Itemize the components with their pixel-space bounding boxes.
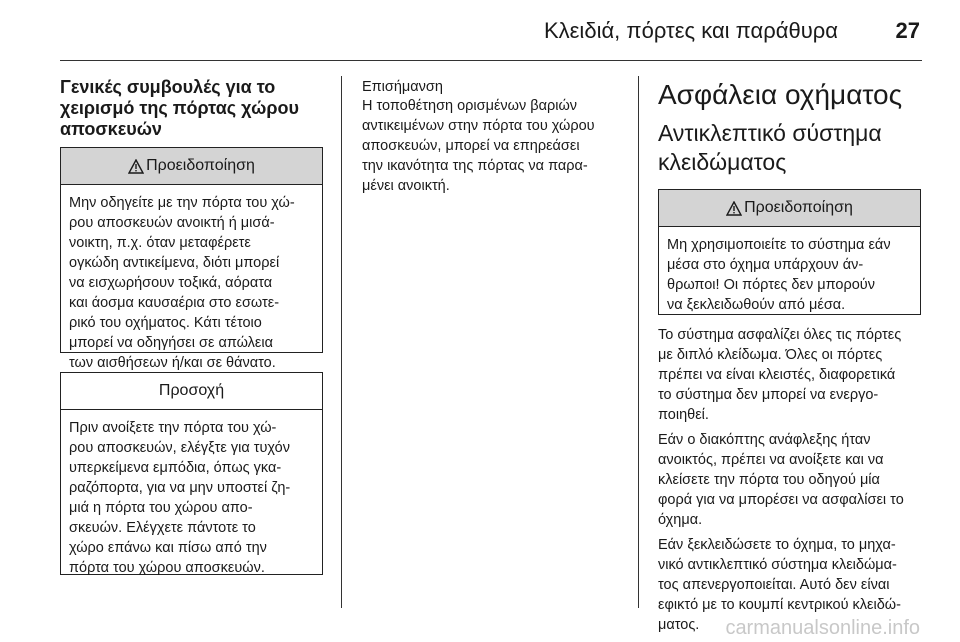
caution-line: υπερκείμενα εμπόδια, όπως γκα- bbox=[69, 460, 282, 476]
warning-line: μπορεί να οδηγήσει σε απώλεια bbox=[69, 335, 274, 351]
section-heading-tailgate bbox=[60, 77, 323, 140]
note-label: Επισήμανση bbox=[362, 79, 443, 95]
subtitle-line: Αντικλεπτικό σύστημα bbox=[658, 120, 882, 146]
caution-box-title: Προσοχή bbox=[158, 382, 225, 399]
paragraph-double-lock bbox=[658, 325, 926, 425]
running-header-title: Κλειδιά, πόρτες και παράθυρα bbox=[543, 18, 838, 43]
caution-box-body bbox=[61, 410, 322, 588]
paragraph-line: κλείσετε την πόρτα του οδηγού μία bbox=[658, 472, 880, 488]
heading-line: αποσκευών bbox=[60, 119, 162, 139]
warning-line: ογκώδη αντικείμενα, διότι μπορεί bbox=[69, 255, 280, 271]
right-column bbox=[658, 78, 926, 640]
paragraph-line: το σύστημα δεν μπορεί να ενεργο- bbox=[658, 387, 879, 403]
warning-box-title: Προειδοποίηση bbox=[744, 199, 853, 216]
column-divider-right bbox=[638, 76, 639, 608]
warning-line: ρου αποσκευών ανοικτή ή μισά- bbox=[69, 215, 275, 231]
note-line: αποσκευών, μπορεί να επηρεάσει bbox=[362, 138, 580, 154]
page-number: 27 bbox=[895, 18, 920, 43]
paragraph-ignition bbox=[658, 430, 926, 530]
warning-triangle-icon bbox=[128, 159, 144, 174]
paragraph-line: Το σύστημα ασφαλίζει όλες τις πόρτες bbox=[658, 327, 902, 343]
paragraph-line: όχημα. bbox=[658, 512, 703, 528]
caution-line: Πριν ανοίξετε την πόρτα του χώ- bbox=[69, 420, 277, 436]
note-line: την ικανότητα της πόρτας να παρα- bbox=[362, 158, 588, 174]
warning-line: να ξεκλειδωθούν από μέσα. bbox=[667, 297, 846, 313]
warning-box-anti-theft bbox=[658, 189, 921, 315]
note-line: Η τοποθέτηση ορισμένων βαριών bbox=[362, 98, 578, 114]
paragraph-line: ανοικτός, πρέπει να ανοίξετε και να bbox=[658, 452, 884, 468]
warning-line: και άοσμα καυσαέρια στο εσωτε- bbox=[69, 295, 280, 311]
paragraph-line: τος απενεργοποιείται. Αυτό δεν είναι bbox=[658, 577, 890, 593]
paragraph-line: νικό αντικλεπτικό σύστημα κλειδώμα- bbox=[658, 557, 897, 573]
paragraph-line: εφικτό με το κουμπί κεντρικού κλειδώ- bbox=[658, 597, 901, 613]
warning-box-body bbox=[61, 185, 322, 383]
caution-line: χώρο επάνω και πίσω από την bbox=[69, 540, 267, 556]
header-rule bbox=[60, 60, 922, 61]
warning-line: να εισχωρήσουν τοξικά, αόρατα bbox=[69, 275, 273, 291]
paragraph-line: Εάν ξεκλειδώσετε το όχημα, το μηχα- bbox=[658, 537, 896, 553]
note-line: αντικειμένων στην πόρτα του χώρου bbox=[362, 118, 595, 134]
caution-line: μιά η πόρτα του χώρου απο- bbox=[69, 500, 253, 516]
warning-line: ρικό του οχήματος. Κάτι τέτοιο bbox=[69, 315, 262, 331]
warning-line: θρωποι! Οι πόρτες δεν μπορούν bbox=[667, 277, 875, 293]
warning-triangle-icon bbox=[726, 201, 742, 216]
middle-column bbox=[362, 78, 626, 201]
paragraph-line: ματος. bbox=[658, 617, 700, 633]
section-title-vehicle-security: Ασφάλεια οχήματος bbox=[658, 79, 903, 110]
paragraph-line: ποιηθεί. bbox=[658, 407, 709, 423]
column-divider-left bbox=[341, 76, 342, 608]
warning-box-body bbox=[659, 227, 920, 325]
warning-line: νοικτη, π.χ. όταν μεταφέρετε bbox=[69, 235, 251, 251]
warning-line: Μη χρησιμοποιείτε το σύστημα εάν bbox=[667, 237, 891, 253]
caution-line: ρου αποσκευών, ελέγξτε για τυχόν bbox=[69, 440, 290, 456]
caution-box-tailgate bbox=[60, 372, 323, 575]
note-text bbox=[362, 96, 626, 196]
warning-box-header bbox=[659, 190, 920, 227]
subtitle-line: κλειδώματος bbox=[658, 149, 787, 175]
caution-line: σκευών. Ελέγχετε πάντοτε το bbox=[69, 520, 256, 536]
warning-box-title: Προειδοποίηση bbox=[146, 157, 255, 174]
heading-line: χειρισμό της πόρτας χώρου bbox=[60, 98, 299, 118]
warning-line: μέσα στο όχημα υπάρχουν άν- bbox=[667, 257, 864, 273]
heading-line: Γενικές συμβουλές για το bbox=[60, 77, 276, 97]
watermark-text: carmanualsonline.info bbox=[725, 617, 920, 639]
caution-line: πόρτα του χώρου αποσκευών. bbox=[69, 560, 265, 576]
caution-line: ραζόπορτα, για να μην υποστεί ζη- bbox=[69, 480, 291, 496]
warning-box-header bbox=[61, 148, 322, 185]
paragraph-line: με διπλό κλείδωμα. Όλες οι πόρτες bbox=[658, 347, 883, 363]
paragraph-line: φορά για να μπορέσει να ασφαλίσει το bbox=[658, 492, 904, 508]
warning-line: των αισθήσεων ή/και σε θάνατο. bbox=[69, 355, 276, 371]
paragraph-line: Εάν ο διακόπτης ανάφλεξης ήταν bbox=[658, 432, 871, 448]
caution-box-header bbox=[61, 373, 322, 410]
note-line: μένει ανοικτή. bbox=[362, 178, 450, 194]
paragraph-line: πρέπει να είναι κλειστές, διαφορετικά bbox=[658, 367, 896, 383]
warning-line: Μην οδηγείτε με την πόρτα του χώ- bbox=[69, 195, 295, 211]
left-column bbox=[60, 77, 323, 575]
subsection-title-anti-theft bbox=[658, 119, 926, 177]
warning-box-tailgate bbox=[60, 147, 323, 371]
